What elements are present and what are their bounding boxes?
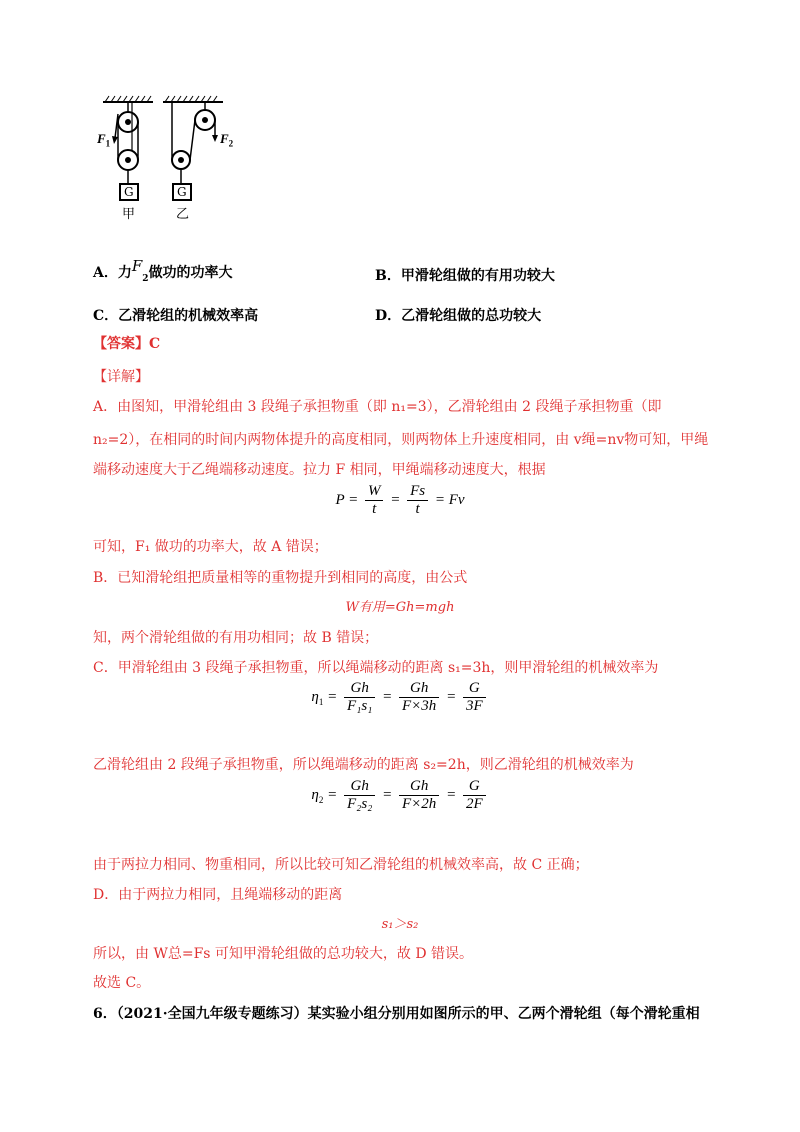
explanation-d1: D．由于两拉力相同，且绳端移动的距离 — [93, 887, 343, 903]
equation-power: P = $\frac{W}{t}$ = $\frac{Fs}{t}$ = Fv — [335, 483, 465, 517]
explanation-a2: n₂=2），在相同的时间内两物体提升的高度相同，则两物体上升速度相同，由 v绳=nv物可知，甲绳 — [93, 432, 709, 448]
explanation-c3: 由于两拉力相同、物重相同，所以比较可知乙滑轮组的机械效率高，故 C 正确； — [93, 857, 589, 873]
explanation-a3: 端移动速度大于乙绳端移动速度。拉力 F 相同，甲绳端移动速度大，根据 — [93, 462, 546, 478]
explanation-d2: 所以，由 W总=Fs 可知甲滑轮组做的总功较大，故 D 错误。 — [93, 946, 474, 962]
weight-label-yi: G — [177, 185, 187, 199]
pulley-figure — [95, 92, 245, 222]
weight-label-jia: G — [124, 185, 134, 199]
option-c: C．乙滑轮组的机械效率高 — [93, 308, 259, 324]
explanation-b2: 知，两个滑轮组做的有用功相同；故 B 错误； — [93, 630, 379, 646]
f2-label: $F_2$ — [220, 131, 234, 149]
figure-label-yi: 乙 — [176, 207, 190, 222]
equation-efficiency-1: $\eta_1$ = $\frac{Gh}{\text{F₁s₁}}$ = $\frac{Gh}{F\times 3h}$ = $\frac{G}{3F}$ — [0, 680, 800, 715]
next-question: 6．（2021·全国九年级专题练习）某实验小组分别用如图所示的甲、乙两个滑轮组（每个滑轮重相 — [93, 1006, 700, 1022]
explanation-b1: B．已知滑轮组把质量相等的重物提升到相同的高度，由公式 — [93, 570, 468, 586]
detail-label: 【详解】 — [93, 369, 149, 385]
explanation-a1: A．由图知，甲滑轮组由 3 段绳子承担物重（即 n₁=3），乙滑轮组由 2 段绳子承担物重（即 — [93, 399, 662, 415]
equation-useful-work: W有用=Gh=mgh — [345, 600, 455, 615]
f1-label: $F_1$ — [97, 131, 111, 149]
explanation-c2: 乙滑轮组由 2 段绳子承担物重，所以绳端移动的距离 s₂=2h，则乙滑轮组的机械效率为 — [93, 757, 634, 773]
conclusion: 故选 C。 — [93, 975, 151, 991]
explanation-a4: 可知，F₁ 做功的功率大，故 A 错误； — [93, 539, 328, 555]
equation-efficiency-2: $\eta_2$ = $\frac{Gh}{\text{F₂s₂}}$ = $\frac{Gh}{F\times 2h}$ = $\frac{G}{2F}$ — [0, 778, 800, 813]
option-b: B．甲滑轮组做的有用功较大 — [375, 268, 555, 284]
option-a: A．力$F_2$做功的功率大 — [93, 257, 233, 284]
explanation-c1: C．甲滑轮组由 3 段绳子承担物重，所以绳端移动的距离 s₁=3h，则甲滑轮组的机械效率为 — [93, 660, 659, 676]
option-d: D．乙滑轮组做的总功较大 — [375, 308, 542, 324]
answer: 【答案】C — [93, 336, 161, 352]
equation-distance: s₁＞s₂ — [381, 917, 419, 932]
figure-label-jia: 甲 — [122, 207, 136, 222]
